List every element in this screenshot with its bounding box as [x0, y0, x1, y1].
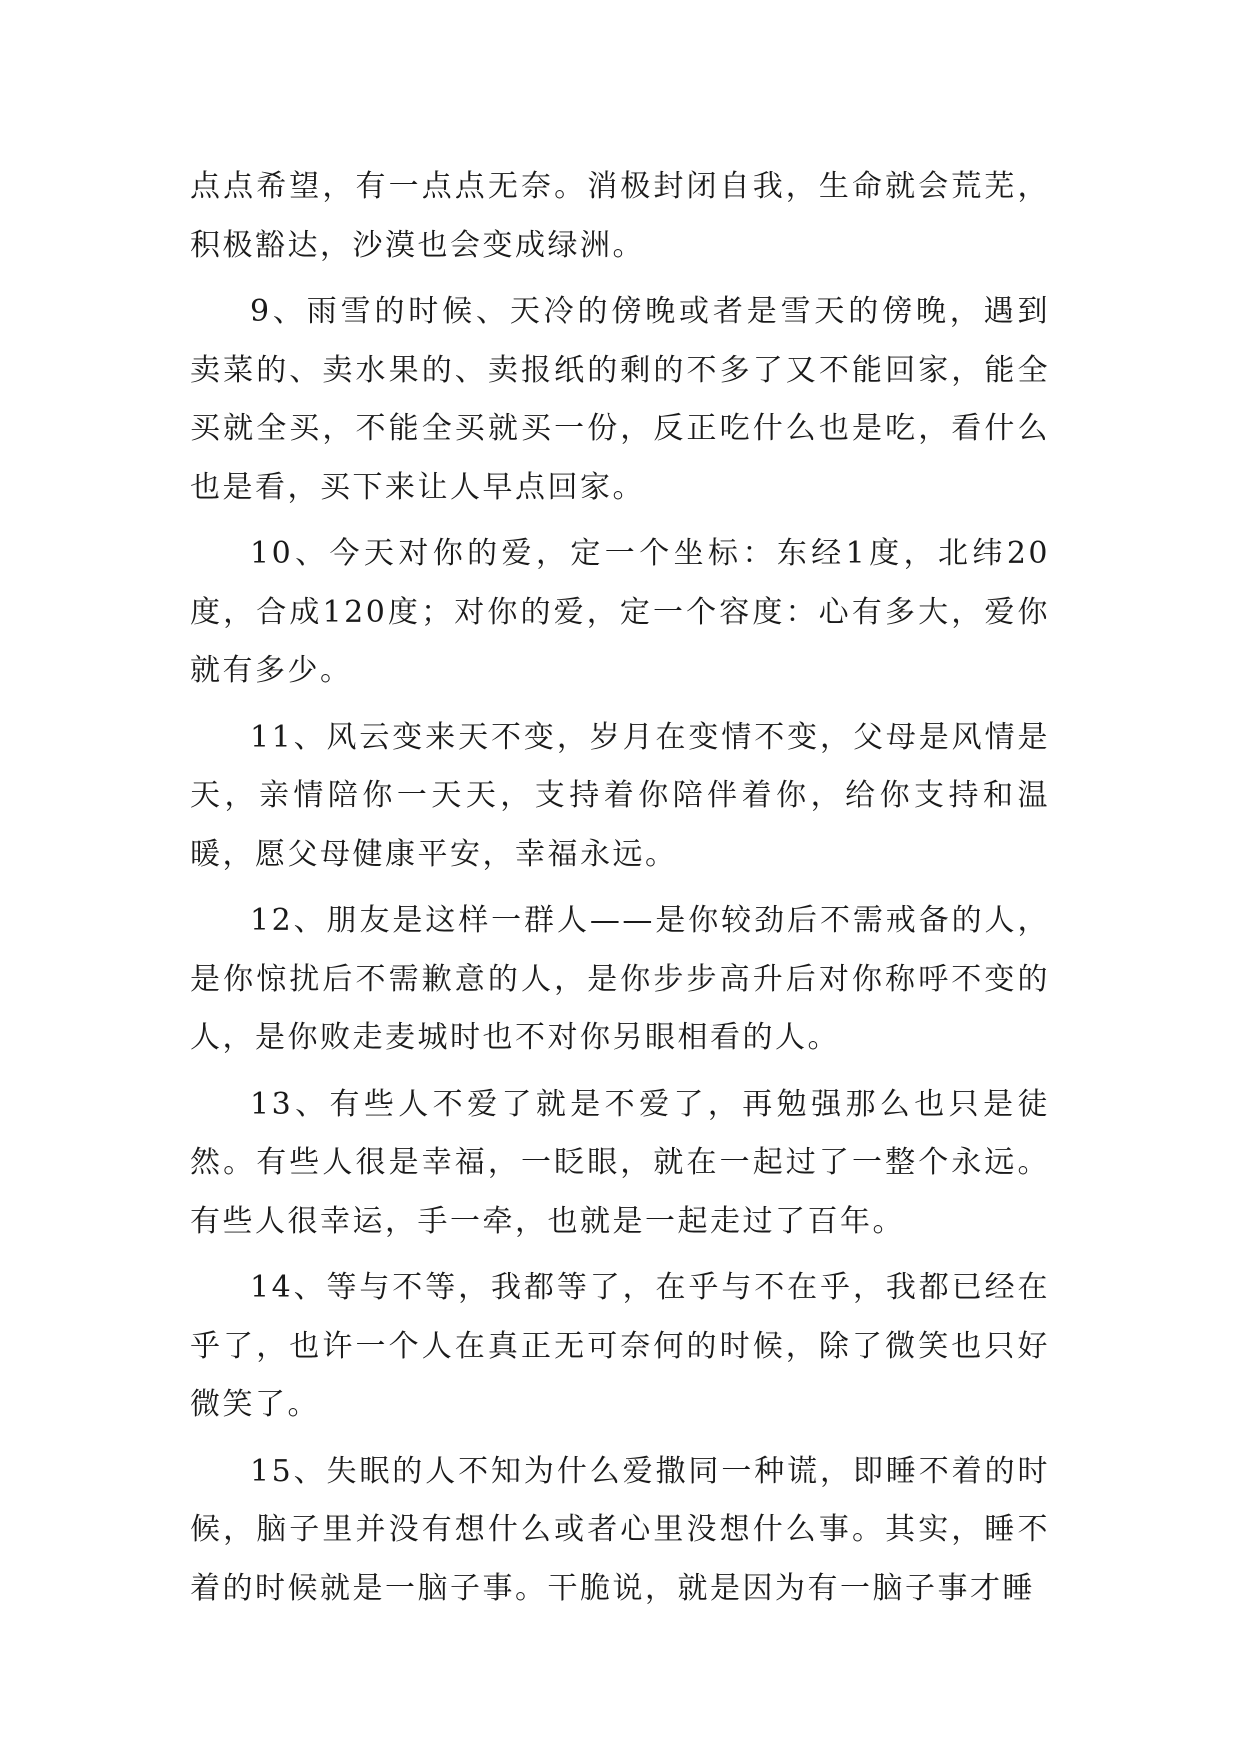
- paragraph-item-10: 10、今天对你的爱，定一个坐标：东经1度，北纬20度，合成120度；对你的爱，定一个容度：心有多大，爱你就有多少。: [190, 536, 1050, 688]
- paragraph-item-12: 12、朋友是这样一群人——是你较劲后不需戒备的人，是你惊扰后不需歉意的人，是你步步高升后对你称呼不变的人，是你败走麦城时也不对你另眼相看的人。: [190, 903, 1050, 1055]
- paragraph-continuation: 点点希望，有一点点无奈。消极封闭自我，生命就会荒芜，积极豁达，沙漠也会变成绿洲。: [190, 169, 1050, 263]
- paragraph-item-13: 13、有些人不爱了就是不爱了，再勉强那么也只是徒然。有些人很是幸福，一眨眼，就在一起过了一整个永远。有些人很幸运，手一牵，也就是一起走过了百年。: [190, 1086, 1050, 1239]
- paragraph-item-11: 11、风云变来天不变，岁月在变情不变，父母是风情是天，亲情陪你一天天，支持着你陪伴着你，给你支持和温暖，愿父母健康平安，幸福永远。: [190, 719, 1050, 872]
- document-body: [190, 158, 1050, 1626]
- paragraph-item-15: 15、失眠的人不知为什么爱撒同一种谎，即睡不着的时候，脑子里并没有想什么或者心里没想什么事。其实，睡不着的时候就是一脑子事。干脆说，就是因为有一脑子事才睡: [190, 1453, 1050, 1606]
- paragraph-item-14: 14、等与不等，我都等了，在乎与不在乎，我都已经在乎了，也许一个人在真正无可奈何的时候，除了微笑也只好微笑了。: [190, 1270, 1050, 1422]
- paragraph-item-9: 9、雨雪的时候、天冷的傍晚或者是雪天的傍晚，遇到卖菜的、卖水果的、卖报纸的剩的不多了又不能回家，能全买就全买，不能全买就买一份，反正吃什么也是吃，看什么也是看，买下来让人早点回家。: [190, 294, 1050, 505]
